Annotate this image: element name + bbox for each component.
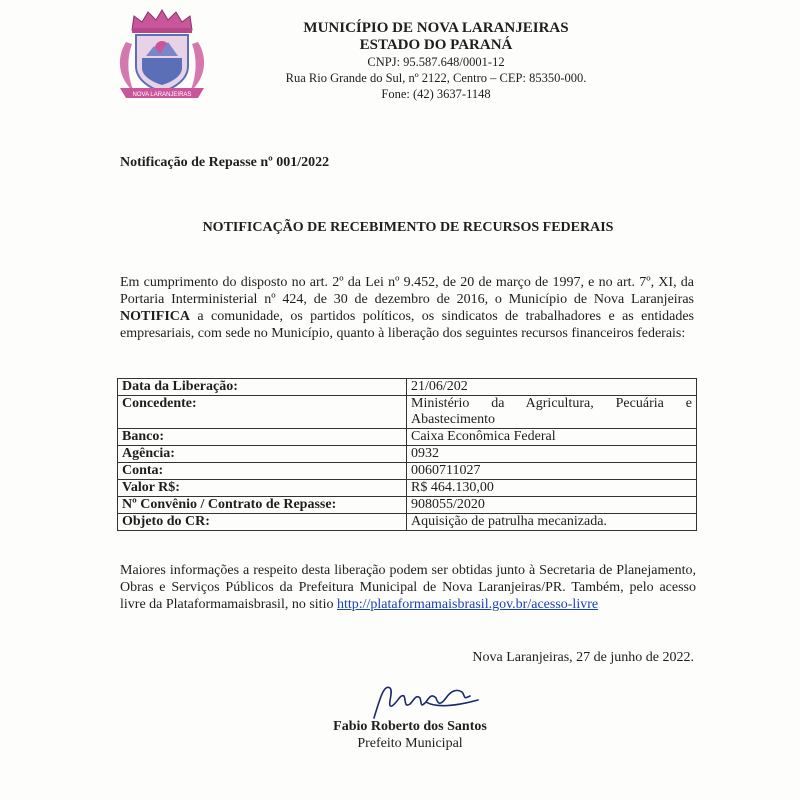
table-row [118, 463, 697, 480]
document-heading: NOTIFICAÇÃO DE RECEBIMENTO DE RECURSOS FEDERAIS [202, 220, 614, 235]
row-value: R$ 464.130,00 [407, 480, 697, 497]
row-value: 908055/2020 [407, 497, 697, 514]
state-name: ESTADO DO PARANÁ [359, 37, 513, 53]
intro-text-end: a comunidade, os partidos políticos, os sindicatos de trabalhadores e as entidades empresariais, com sede no Município, quanto à liberação dos seguintes recursos financeiros federais: [120, 309, 694, 341]
cnpj: CNPJ: 95.587.648/0001-12 [367, 55, 505, 69]
table-row [118, 480, 697, 497]
row-value: 0932 [407, 446, 697, 463]
table-row [118, 446, 697, 463]
table-row [118, 429, 697, 446]
more-info-paragraph [120, 562, 696, 613]
signer-name: Fabio Roberto dos Santos [333, 719, 487, 734]
table-row [118, 497, 697, 514]
row-label: Objeto do CR: [118, 514, 407, 531]
phone: Fone: (42) 3637-1148 [381, 87, 491, 101]
row-value: 21/06/202 [407, 379, 697, 396]
transfer-details-table [117, 378, 697, 531]
more-info-text: Maiores informações a respeito desta liberação podem ser obtidas junto à Secretaria de Planejamento, Obras e Serviços Públicos da Prefeitura Municipal de Nova Laranjeiras/PR. Também, pelo acesso livre da Plataformamaisbrasil, no sitio [120, 563, 696, 612]
municipality-name: MUNICÍPIO DE NOVA LARANJEIRAS [303, 20, 569, 36]
letterhead [256, 20, 616, 102]
intro-paragraph [120, 274, 694, 342]
row-value: Caixa Econômica Federal [407, 429, 697, 446]
intro-bold-word: NOTIFICA [120, 309, 191, 324]
row-label: Agência: [118, 446, 407, 463]
row-label: Conta: [118, 463, 407, 480]
signature-block [300, 718, 520, 752]
row-label: Data da Liberação: [118, 379, 407, 396]
signer-role: Prefeito Municipal [357, 736, 463, 751]
row-value: Ministério da Agricultura, Pecuária e Abastecimento [407, 396, 697, 429]
crest-motto: NOVA LARANJEIRAS [132, 92, 192, 98]
row-label: Nº Convênio / Contrato de Repasse: [118, 497, 407, 514]
intro-text-start: Em cumprimento do disposto no art. 2º da Lei nº 9.452, de 20 de março de 1997, e no art. 7º, XI, da Portaria Interministerial nº 424, de 30 de dezembro de 2016, o Município de Nova Laranjeiras [120, 275, 694, 307]
row-label: Banco: [118, 429, 407, 446]
address: Rua Rio Grande do Sul, nº 2122, Centro – CEP: 85350-000. [285, 71, 587, 85]
plataforma-link[interactable]: http://plataformamaisbrasil.gov.br/acesso-livre [336, 597, 599, 612]
municipal-crest-logo [112, 8, 212, 103]
table-row [118, 396, 697, 429]
row-label: Concedente: [118, 396, 407, 429]
table-row [118, 379, 697, 396]
row-value: 0060711027 [407, 463, 697, 480]
table-row [118, 514, 697, 531]
date-line: Nova Laranjeiras, 27 de junho de 2022. [472, 650, 694, 665]
row-label: Valor R$: [118, 480, 407, 497]
row-value: Aquisição de patrulha mecanizada. [407, 514, 697, 531]
notification-reference: Notificação de Repasse nº 001/2022 [120, 155, 330, 170]
